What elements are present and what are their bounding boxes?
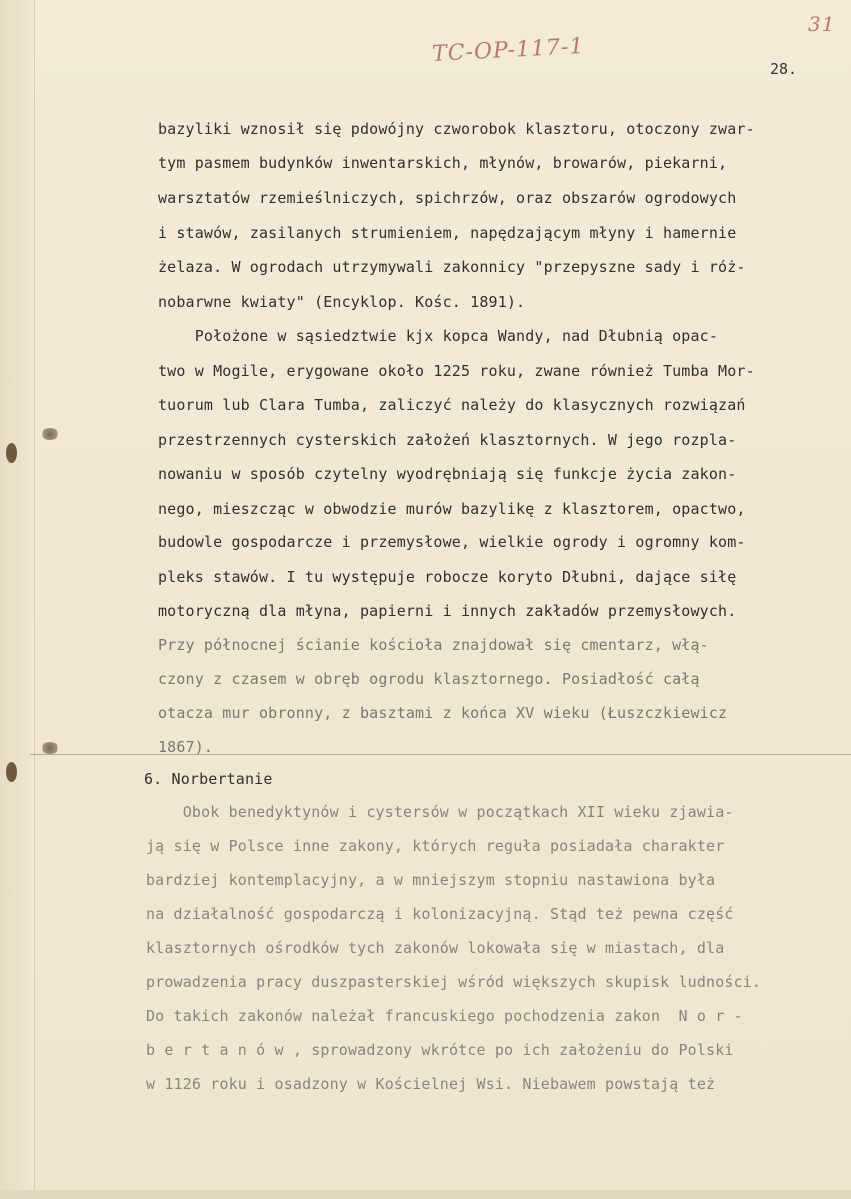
- text-line: na działalność gospodarczą i kolonizacyjną. Stąd też pewna część: [146, 905, 734, 923]
- text-line: motoryczną dla młyna, papierni i innych zakładów przemysłowych.: [158, 602, 737, 620]
- text-line: two w Mogile, erygowane około 1225 roku, zwane również Tumba Mor-: [158, 362, 755, 380]
- text-line: bardziej kontemplacyjny, a w mniejszym stopniu nastawiona była: [146, 871, 716, 889]
- text-line: bazyliki wznosił się pdowójny czworobok klasztoru, otoczony zwar-: [158, 120, 755, 138]
- binding-margin: [0, 0, 35, 1199]
- text-line: klasztornych ośrodków tych zakonów lokowała się w miastach, dla: [146, 939, 725, 957]
- text-line: 1867).: [158, 738, 214, 756]
- text-line: w 1126 roku i osadzony w Kościelnej Wsi. Niebawem powstają też: [146, 1075, 716, 1093]
- page-bottom-edge: [0, 1190, 851, 1199]
- text-line: nobarwne kwiaty" (Encyklop. Kośc. 1891).: [158, 293, 526, 311]
- text-line: nego, mieszcząc w obwodzie murów bazylikę z klasztorem, opactwo,: [158, 500, 746, 518]
- section-heading: 6. Norbertanie: [144, 770, 273, 788]
- text-line: czony z czasem w obręb ogrodu klasztornego. Posiadłość całą: [158, 670, 700, 688]
- text-line: ją się w Polsce inne zakony, których reguła posiadała charakter: [146, 837, 725, 855]
- text-line: Położone w sąsiedztwie kjx kopca Wandy, nad Dłubnią opac-: [158, 327, 719, 345]
- text-line: tuorum lub Clara Tumba, zaliczyć należy do klasycznych rozwiązań: [158, 396, 746, 414]
- text-line: pleks stawów. I tu występuje robocze koryto Dłubni, dające siłę: [158, 568, 737, 586]
- archive-signature: TC-OP-117-1: [431, 34, 585, 67]
- text-line: b e r t a n ó w , sprowadzony wkrótce po ich założeniu do Polski: [146, 1041, 734, 1059]
- punch-hole: [6, 762, 17, 782]
- text-line: Obok benedyktynów i cystersów w początkach XII wieku zjawia-: [146, 803, 734, 821]
- text-line: Do takich zakonów należał francuskiego pochodzenia zakon N o r -: [146, 1007, 743, 1025]
- text-line: przestrzennych cysterskich założeń klasztornych. W jego rozpla-: [158, 431, 737, 449]
- staple-mark: [41, 428, 59, 440]
- text-line: Przy północnej ścianie kościoła znajdował się cmentarz, włą-: [158, 636, 709, 654]
- text-line: żelaza. W ogrodach utrzymywali zakonnicy "przepyszne sady i róż-: [158, 258, 746, 276]
- page-number: 28.: [770, 60, 798, 78]
- text-line: otacza mur obronny, z basztami z końca XV wieku (Łuszczkiewicz: [158, 704, 728, 722]
- text-line: budowle gospodarcze i przemysłowe, wielkie ogrody i ogromny kom-: [158, 533, 746, 551]
- text-line: tym pasmem budynków inwentarskich, młynów, browarów, piekarni,: [158, 154, 728, 172]
- text-line: warsztatów rzemieślniczych, spichrzów, oraz obszarów ogrodowych: [158, 189, 737, 207]
- folio-number: 31: [808, 12, 836, 36]
- text-line: prowadzenia pracy duszpasterskiej wśród większych skupisk ludności.: [146, 973, 762, 991]
- text-line: nowaniu w sposób czytelny wyodrębniają się funkcje życia zakon-: [158, 465, 737, 483]
- fold-line: [30, 754, 851, 755]
- staple-mark: [41, 742, 59, 754]
- text-line: i stawów, zasilanych strumieniem, napędzającym młyny i hamernie: [158, 224, 737, 242]
- punch-hole: [6, 443, 17, 463]
